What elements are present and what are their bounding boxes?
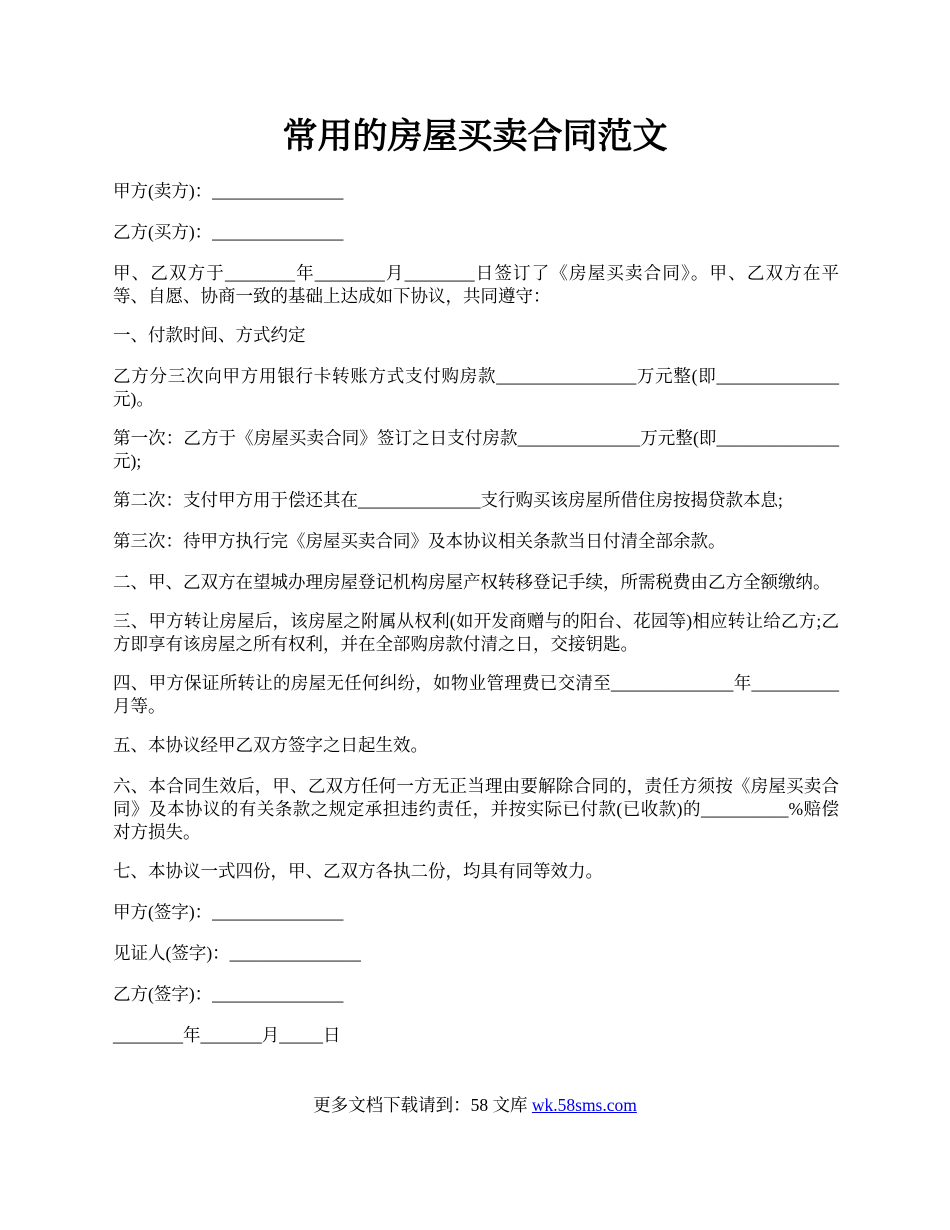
clause-two-paragraph: 二、甲、乙双方在望城办理房屋登记机构房屋产权转移登记手续，所需税费由乙方全额缴纳。 (113, 572, 831, 592)
third-payment-paragraph: 第三次：待甲方执行完《房屋买卖合同》及本协议相关条款当日付清全部余款。 (113, 531, 726, 551)
party-b-signature-line: 乙方(签字)：_______________ (113, 984, 344, 1004)
preamble-paragraph: 甲、乙双方于________年________月________日签订了《房屋买卖合同》。甲、乙双方在平等、自愿、协商一致的基础上达成如下协议，共同遵守： (113, 263, 839, 306)
witness-signature-line: 见证人(签字)：_______________ (113, 943, 361, 963)
clause-three-paragraph: 三、甲方转让房屋后，该房屋之附属从权利(如开发商赠与的阳台、花园等)相应转让给乙方;乙方即享有该房屋之所有权利，并在全部购房款付清之日，交接钥匙。 (113, 611, 839, 654)
clause-seven-paragraph: 七、本协议一式四份，甲、乙双方各执二份，均具有同等效力。 (113, 861, 603, 881)
second-payment-paragraph: 第二次：支付甲方用于偿还其在______________支行购买该房屋所借住房按揭贷款本息; (113, 490, 783, 510)
footer (0, 1094, 950, 1117)
clause-four-paragraph: 四、甲方保证所转让的房屋无任何纠纷，如物业管理费已交清至______________年__________月等。 (113, 673, 839, 716)
clause-five-paragraph: 五、本协议经甲乙双方签字之日起生效。 (113, 735, 428, 755)
payment-method-paragraph: 乙方分三次向甲方用银行卡转账方式支付购房款________________万元整(即______________元)。 (113, 366, 839, 409)
first-payment-paragraph: 第一次：乙方于《房屋买卖合同》签订之日支付房款______________万元整(即______________元); (113, 428, 839, 471)
section-heading-payment: 一、付款时间、方式约定 (113, 325, 306, 345)
party-a-signature-line: 甲方(签字)：_______________ (113, 902, 344, 922)
party-b-buyer-line: 乙方(买方)：_______________ (113, 222, 344, 242)
clause-six-paragraph: 六、本合同生效后，甲、乙双方任何一方无正当理由要解除合同的，责任方须按《房屋买卖合同》及本协议的有关条款之规定承担违约责任，并按实际已付款(已收款)的__________%赔偿对方损失。 (113, 776, 839, 842)
document-body (113, 180, 839, 1065)
party-a-seller-line: 甲方(卖方)：_______________ (113, 181, 344, 201)
date-line: ________年_______月_____日 (113, 1025, 341, 1045)
footer-link[interactable]: wk.58sms.com (531, 1095, 637, 1115)
footer-text: 更多文档下载请到：58 文库 (313, 1095, 532, 1115)
document-title: 常用的房屋买卖合同范文 (282, 117, 668, 156)
